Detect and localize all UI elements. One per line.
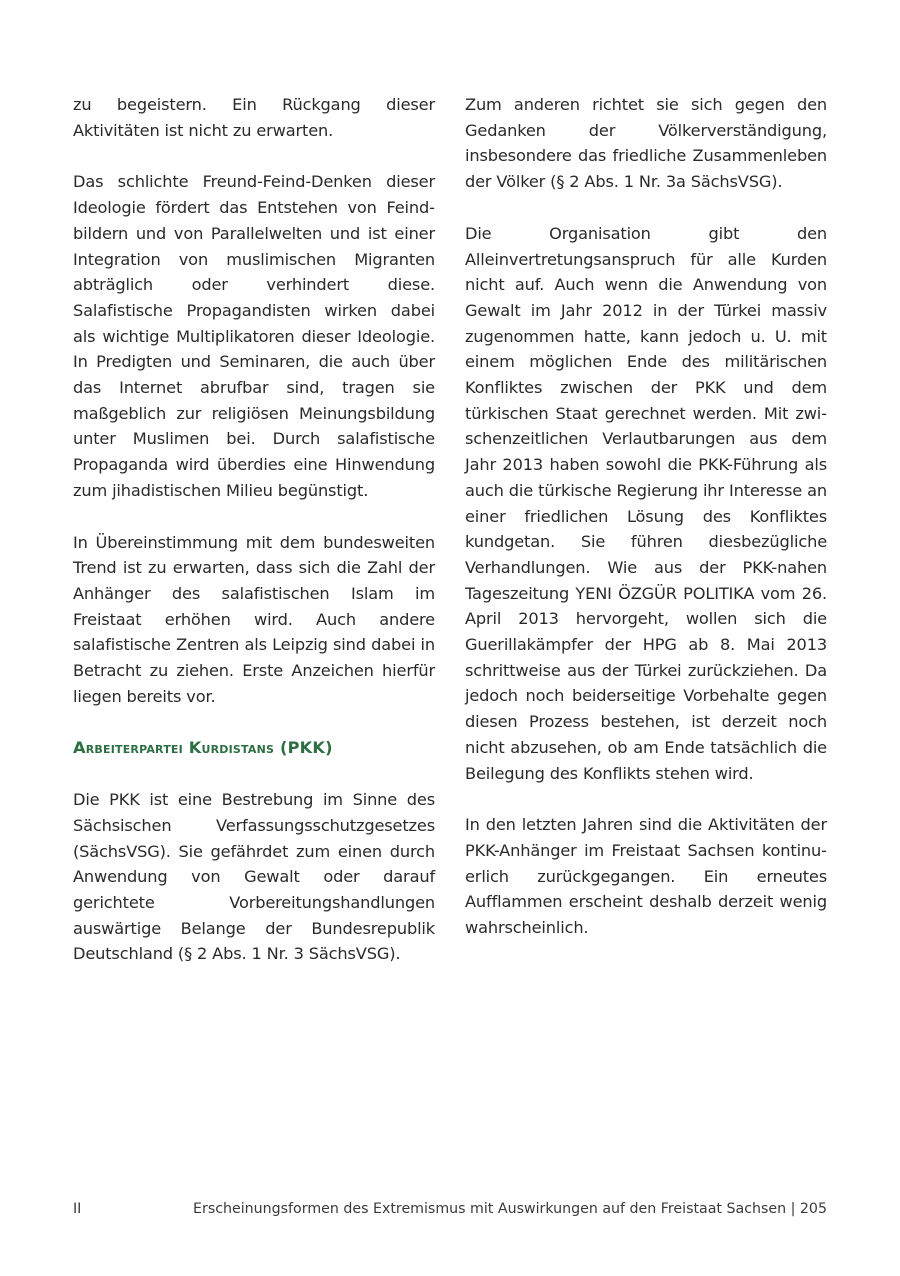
- body-paragraph: zu begeistern. Ein Rückgang dieser Aktivitäten ist nicht zu erwarten.: [73, 95, 435, 140]
- body-paragraph: Das schlichte Freund-Feind-Denken dieser Ideologie fördert das Entstehen von Feindbildern und von Parallelwelten und ist einer Integration von muslimischen Migranten abträglich oder verhindert diese. Salafistische Propagandisten wirken dabei als wichtige Multiplikatoren dieser Ideologie. In Predigten und Seminaren, die auch über das Internet abrufbar sind, tragen sie maßgeblich zur religiösen Meinungsbildung unter Muslimen bei. Durch salafistische Propaganda wird überdies eine Hinwendung zum jihadistischen Milieu begünstigt.: [73, 172, 435, 500]
- left-column: [73, 92, 435, 993]
- running-title: Erscheinungsformen des Extremismus mit Auswirkungen auf den Freistaat Sachsen | 205: [193, 1201, 827, 1217]
- body-paragraph: Die Organisation gibt den Alleinvertretungsanspruch für alle Kurden nicht auf. Auch wenn die Anwendung von Gewalt im Jahr 2012 in der Türkei massiv zugenommen hatte, kann jedoch u. U. mit einem möglichen Ende des militärischen Konfliktes zwischen der PKK und dem türkischen Staat gerechnet werden. Mit zwischenzeitlichen Verlautbarungen aus dem Jahr 2013 haben sowohl die PKK-Führung als auch die türkische Regierung ihr Interesse an einer friedlichen Lösung des Konfliktes kundgetan. Sie führen diesbezügliche Verhandlungen. Wie aus der PKK-nahen Tageszeitung YENI ÖZGÜR POLITIKA vom 26. April 2013 hervorgeht, wollen sich die Guerillakämpfer der HPG ab 8. Mai 2013 schrittweise aus der Türkei zurückziehen. Da jedoch noch beiderseitige Vorbehalte gegen diesen Prozess bestehen, ist derzeit noch nicht abzusehen, ob am Ende tatsächlich die Beilegung des Konflikts stehen wird.: [465, 223, 827, 783]
- body-paragraph: In Übereinstimmung mit dem bundesweiten Trend ist zu erwarten, dass sich die Zahl der Anhänger des salafistischen Islam im Freistaat erhöhen wird. Auch andere salafistische Zentren als Leipzig sind dabei in Betracht zu ziehen. Erste Anzeichen hierfür liegen bereits vor.: [73, 532, 435, 706]
- chapter-number: II: [73, 1201, 82, 1217]
- section-heading: Arbeiterpartei Kurdistans (PKK): [73, 738, 333, 758]
- body-paragraph: Zum anderen richtet sie sich gegen den Gedanken der Völkerverständigung, insbesondere das friedliche Zusammenleben der Völker (§ 2 Abs. 1 Nr. 3a SächsVSG).: [465, 95, 827, 192]
- body-paragraph: In den letzten Jahren sind die Aktivitäten der PKK-Anhänger im Freistaat Sachsen kontinuerlich zurückgegangen. Ein erneutes Aufflammen erscheint deshalb derzeit wenig wahrscheinlich.: [465, 815, 827, 938]
- right-column: [465, 92, 827, 967]
- body-paragraph: Die PKK ist eine Bestrebung im Sinne des Sächsischen Verfassungsschutzgesetzes (SächsVSG). Sie gefährdet zum einen durch Anwendung von Gewalt oder darauf gerichtete Vorbereitungshandlungen auswärtige Belange der Bundesrepublik Deutschland (§ 2 Abs. 1 Nr. 3 SächsVSG).: [73, 790, 435, 964]
